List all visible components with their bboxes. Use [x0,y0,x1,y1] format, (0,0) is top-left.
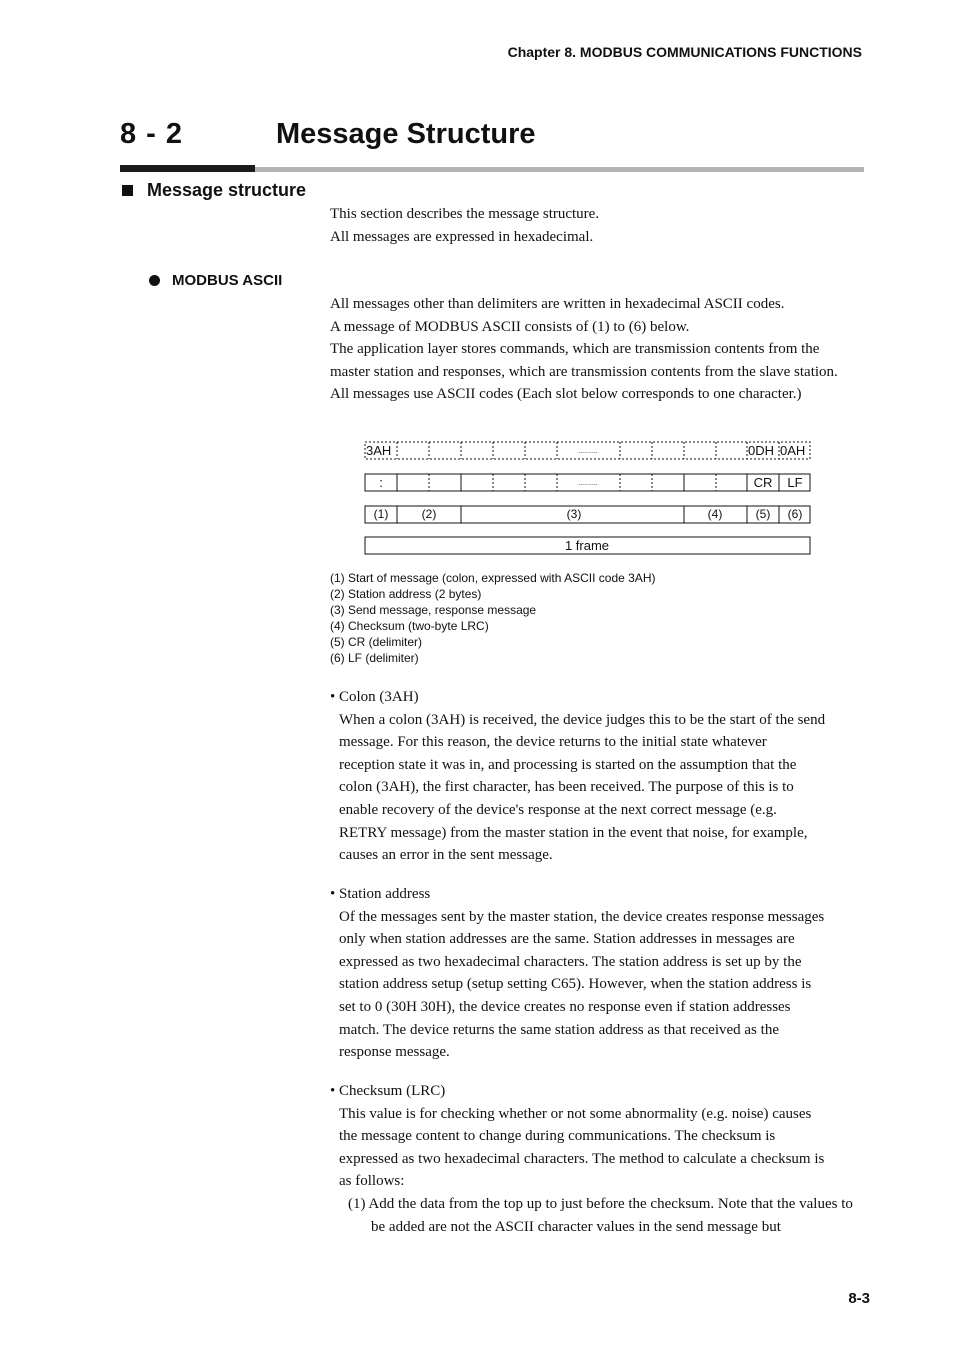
bullet-title: • Checksum (LRC) [330,1083,446,1099]
bullet-body [330,1103,866,1239]
body-line: station address setup (setup setting C65). However, when the station address is [339,976,812,993]
modbus-ascii-heading [149,272,282,289]
legend-item: (1) Start of message (colon, expressed with ASCII code 3AH) [330,571,656,585]
paragraph-line: The application layer stores commands, which are transmission contents from the master station and responses, which are transmission contents from the slave station. [330,341,838,380]
body-line: match. The device returns the same station address as that received as the [339,1021,779,1038]
hex-start-label: 3AH [366,443,392,458]
intro-paragraph [330,203,870,248]
bullet-title: • Colon (3AH) [330,689,419,705]
checksum-step: (1) Add the data from the top up to just before the checksum. Note that the values to be added are not the ASCII character values in the send message but [348,1195,853,1235]
body-line: Of the messages sent by the master station, the device creates response messages [339,908,825,925]
paragraph-line: A message of MODBUS ASCII consists of (1) to (6) below. [330,318,690,335]
black-circle-icon [149,275,160,286]
paragraph-line: All messages use ASCII codes (Each slot below corresponds to one character.) [330,386,802,403]
body-line: When a colon (3AH) is received, the device judges this to be the start of the send [339,711,826,728]
black-square-icon [122,185,133,196]
body-line: expressed as two hexadecimal characters. The station address is set up by the [339,953,802,970]
body-line: colon (3AH), the first character, has been received. The purpose of this is to [339,779,794,796]
legend-item: (6) LF (delimiter) [330,651,419,665]
field-2-label: (2) [421,507,437,521]
subsection-heading [122,180,306,201]
char-colon-label: : [379,475,383,490]
hex-lf-label: 0AH [780,443,806,458]
body-line: as follows: [339,1173,405,1190]
page-number: 8-3 [848,1290,870,1307]
section-number: 8 - 2 [120,118,184,150]
intro-line: All messages are expressed in hexadecimal. [330,228,594,245]
modbus-ascii-title: MODBUS ASCII [172,272,283,289]
field-4-label: (4) [707,507,723,521]
field-1-label: (1) [373,507,389,521]
intro-line: This section describes the message structure. [330,206,600,222]
bullet-body [330,709,866,867]
paragraph-line: All messages other than delimiters are written in hexadecimal ASCII codes. [330,296,785,312]
bullet-title: • Station address [330,886,431,902]
body-line: RETRY message) from the master station in the event that noise, for example, [339,824,808,841]
diagram-legend [330,570,655,666]
char-cr-label: CR [753,475,773,490]
section-title: Message Structure [276,118,536,150]
legend-item: (5) CR (delimiter) [330,635,423,649]
field-6-label: (6) [787,507,803,521]
station-address-bullet [330,883,866,1064]
body-line: expressed as two hexadecimal characters. The method to calculate a checksum is [339,1150,825,1167]
section-rule-dark [120,165,255,172]
field-3-label: (3) [566,507,582,521]
hex-cr-label: 0DH [748,443,775,458]
body-line: causes an error in the sent message. [339,847,553,864]
chapter-header: Chapter 8. MODBUS COMMUNICATIONS FUNCTIONS [507,44,862,60]
body-line: enable recovery of the device's response at the next correct message (e.g. [339,801,777,818]
body-line: message. For this reason, the device returns to the initial state whatever [339,734,767,751]
body-line: only when station addresses are the same. Station addresses in messages are [339,931,795,948]
bullet-body [330,906,866,1064]
char-lf-label: LF [787,475,803,490]
colon-bullet [330,686,866,867]
hex-ellipsis: .......... [578,448,598,455]
subsection-title: Message structure [147,180,307,200]
section-rule-light [255,167,864,172]
field-5-label: (5) [755,507,771,521]
body-line: response message. [339,1044,450,1061]
checksum-bullet [330,1080,866,1238]
message-frame-diagram [364,440,814,558]
legend-item: (2) Station address (2 bytes) [330,587,482,601]
legend-item: (3) Send message, response message [330,603,537,617]
body-line: set to 0 (30H 30H), the device creates no response even if station addresses [339,998,791,1015]
legend-item: (4) Checksum (two-byte LRC) [330,619,489,633]
frame-label: 1 frame [564,538,610,553]
body-line: the message content to change during communications. The checksum is [339,1128,776,1145]
body-line: reception state it was in, and processing is started on the assumption that the [339,756,797,773]
char-ellipsis: .......... [578,480,598,487]
body-line: This value is for checking whether or not some abnormality (e.g. noise) causes [339,1105,812,1122]
modbus-ascii-paragraph [330,293,862,406]
